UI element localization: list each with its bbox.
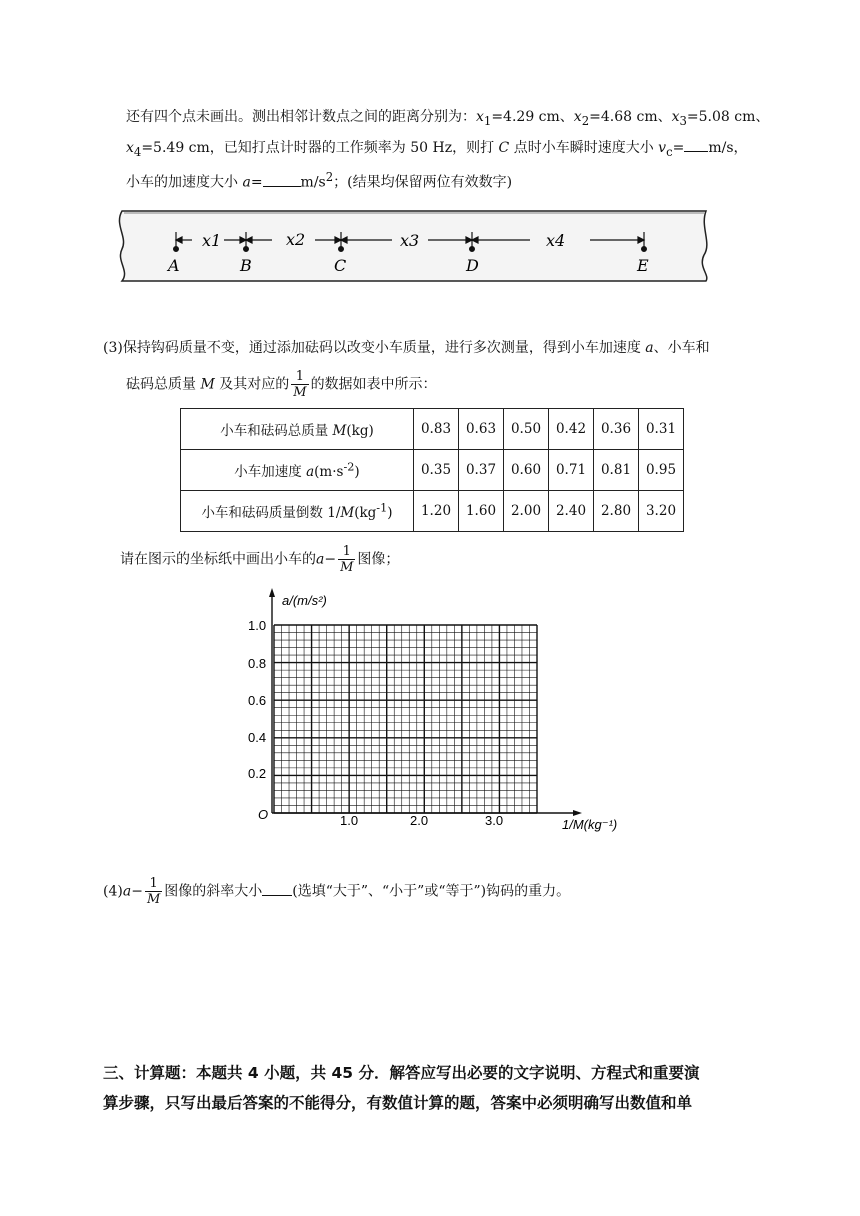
paper-tape-figure	[110, 205, 720, 287]
table-cell: 0.83	[414, 409, 459, 450]
row-header-symbol: M	[340, 505, 355, 521]
row-header-reciprocal-mass	[181, 491, 414, 532]
table-cell: 0.81	[594, 450, 639, 491]
unit-text: m/s，	[708, 140, 748, 156]
table-cell: 0.42	[549, 409, 594, 450]
row-header-text: 小车和砝码质量倒数 1/	[201, 505, 341, 521]
fraction-one-over-m	[338, 544, 355, 575]
answer-blank-vc[interactable]	[684, 137, 708, 152]
table-cell: 0.35	[414, 450, 459, 491]
instruction-text: 图像；	[357, 551, 400, 568]
graph-instruction	[120, 544, 399, 575]
row-header-superscript: -2	[343, 460, 355, 474]
x2-symbol: x	[573, 109, 582, 125]
part3-text: 及其对应的	[214, 376, 290, 393]
equals-sign: =	[672, 140, 685, 156]
intro-note: ；(结果均保留两位有效数字)	[333, 174, 513, 191]
distance-label-x2: x2	[286, 230, 306, 249]
a-symbol: a	[316, 551, 325, 568]
grid-lines	[274, 625, 537, 813]
table-row	[181, 491, 684, 532]
table-cell: 0.31	[639, 409, 684, 450]
table-cell: 0.36	[594, 409, 639, 450]
x4-subscript: 4	[133, 144, 142, 159]
table-row	[181, 450, 684, 491]
table-cell: 0.60	[504, 450, 549, 491]
intro-line-2	[126, 137, 748, 162]
table-cell: 0.71	[549, 450, 594, 491]
intro-line-1	[126, 107, 769, 131]
point-label-c: C	[334, 256, 347, 275]
table-cell: 0.63	[459, 409, 504, 450]
y-tick-label: 1.0	[248, 618, 267, 633]
row-header-superscript: -1	[376, 501, 388, 515]
fraction-one-over-m	[291, 369, 308, 400]
distance-label-x4: x4	[546, 231, 566, 250]
x2-subscript: 2	[581, 113, 590, 128]
answer-blank-slope[interactable]	[262, 881, 292, 896]
part4-line	[103, 876, 570, 907]
part3-line-1	[103, 338, 710, 358]
x3-symbol: x	[671, 109, 680, 125]
x4-symbol: x	[126, 140, 134, 156]
intro-text: 小车的加速度大小	[126, 174, 243, 191]
row-header-unit: (m·s	[314, 464, 344, 480]
distance-label-x3: x3	[400, 231, 420, 250]
part3-line-2	[126, 369, 437, 400]
section3-line-2: 算步骤，只写出最后答案的不能得分，有数值计算的题，答案中必须明确写出数值和单	[103, 1094, 693, 1112]
unit-superscript: 2	[325, 170, 334, 184]
row-header-close: )	[354, 464, 360, 480]
fraction-denominator: M	[293, 385, 307, 400]
intro-line-3	[126, 167, 512, 193]
answer-blank-a[interactable]	[263, 172, 301, 187]
x2-value: =4.68 cm、	[589, 109, 672, 125]
data-table	[180, 408, 684, 532]
a-symbol: a	[645, 340, 654, 356]
a-symbol: a	[122, 883, 132, 900]
x-tick-label: 3.0	[485, 813, 504, 828]
fraction-one-over-m	[145, 876, 162, 907]
row-header-close: )	[387, 505, 393, 521]
part3-text: 的数据如表中所示：	[310, 376, 437, 393]
intro-text: 点时小车瞬时速度大小	[509, 140, 659, 156]
point-c-ref: C	[498, 140, 510, 156]
vc-subscript: c	[666, 144, 673, 159]
dash: −	[131, 883, 143, 900]
part4-text: 图像的斜率大小	[164, 883, 263, 900]
distance-label-x1: x1	[202, 231, 222, 250]
fraction-numerator: 1	[291, 369, 308, 385]
table-cell: 0.50	[504, 409, 549, 450]
row-header-text: 小车加速度	[234, 464, 307, 480]
row-header-symbol: M	[332, 423, 347, 439]
m-symbol: M	[200, 376, 215, 393]
table-cell: 1.60	[459, 491, 504, 532]
table-cell: 1.20	[414, 491, 459, 532]
table-cell: 2.00	[504, 491, 549, 532]
part3-text: (3)保持钩码质量不变，通过添加砝码以改变小车质量，进行多次测量，得到小车加速度	[103, 340, 646, 356]
point-e-dot	[642, 247, 647, 252]
x-tick-label: 2.0	[410, 813, 429, 828]
row-header-acceleration	[181, 450, 414, 491]
point-label-d: D	[466, 256, 479, 275]
x3-subscript: 3	[679, 113, 687, 128]
y-tick-label: 0.8	[248, 656, 267, 671]
table-cell: 0.95	[639, 450, 684, 491]
instruction-text: 请在图示的坐标纸中画出小车的	[120, 551, 316, 568]
a-symbol: a	[242, 174, 251, 191]
equals-sign: =	[250, 174, 263, 191]
table-cell: 2.80	[594, 491, 639, 532]
x1-value: =4.29 cm、	[491, 109, 574, 125]
point-d-dot	[470, 247, 475, 252]
row-header-text: 小车和砝码总质量	[220, 423, 333, 439]
fraction-numerator: 1	[145, 876, 162, 892]
point-b-dot	[244, 247, 249, 252]
row-header-symbol: a	[306, 464, 315, 480]
y-tick-label: 0.2	[248, 766, 267, 781]
table-cell: 0.37	[459, 450, 504, 491]
fraction-numerator: 1	[338, 544, 355, 560]
section3-line-1: 三、计算题：本题共 4 小题，共 45 分．解答应写出必要的文字说明、方程式和重要演	[103, 1064, 700, 1082]
x-axis-arrowhead	[573, 810, 582, 816]
vc-symbol: v	[658, 140, 667, 156]
table-row	[181, 409, 684, 450]
y-axis-arrowhead	[269, 588, 275, 597]
fraction-denominator: M	[340, 560, 354, 575]
x4-value: =5.49 cm，已知打点计时器的工作频率为 50 Hz，则打	[141, 140, 499, 156]
point-label-b: B	[240, 256, 252, 275]
fraction-denominator: M	[146, 892, 161, 907]
point-label-e: E	[637, 256, 649, 275]
table-cell: 2.40	[549, 491, 594, 532]
table-cell: 3.20	[639, 491, 684, 532]
y-axis-label: a/(m/s²)	[282, 593, 327, 608]
x3-value: =5.08 cm、	[686, 109, 770, 125]
row-header-mass	[181, 409, 414, 450]
x1-symbol: x	[476, 109, 484, 125]
unit-text: m/s	[300, 174, 326, 191]
dash: −	[324, 551, 337, 568]
point-a-dot	[174, 247, 179, 252]
point-c-dot	[339, 247, 344, 252]
part4-text: (选填“大于”、“小于”或“等于”)钩码的重力。	[292, 883, 571, 900]
row-header-unit: (kg)	[346, 423, 374, 439]
part3-text: 、小车和	[653, 340, 710, 356]
y-tick-label: 0.6	[248, 693, 267, 708]
part4-number: (4)	[103, 883, 123, 900]
row-header-unit: (kg	[354, 505, 377, 521]
graph-paper[interactable]	[240, 585, 640, 840]
origin-label: O	[258, 807, 269, 822]
x1-subscript: 1	[483, 113, 492, 128]
part3-text: 砝码总质量	[126, 376, 201, 393]
y-tick-label: 0.4	[248, 730, 267, 745]
x-axis-label: 1/M(kg⁻¹)	[562, 817, 618, 832]
x-tick-label: 1.0	[340, 813, 359, 828]
intro-text: 还有四个点未画出。测出相邻计数点之间的距离分别为：	[126, 109, 476, 125]
point-label-a: A	[168, 256, 180, 275]
